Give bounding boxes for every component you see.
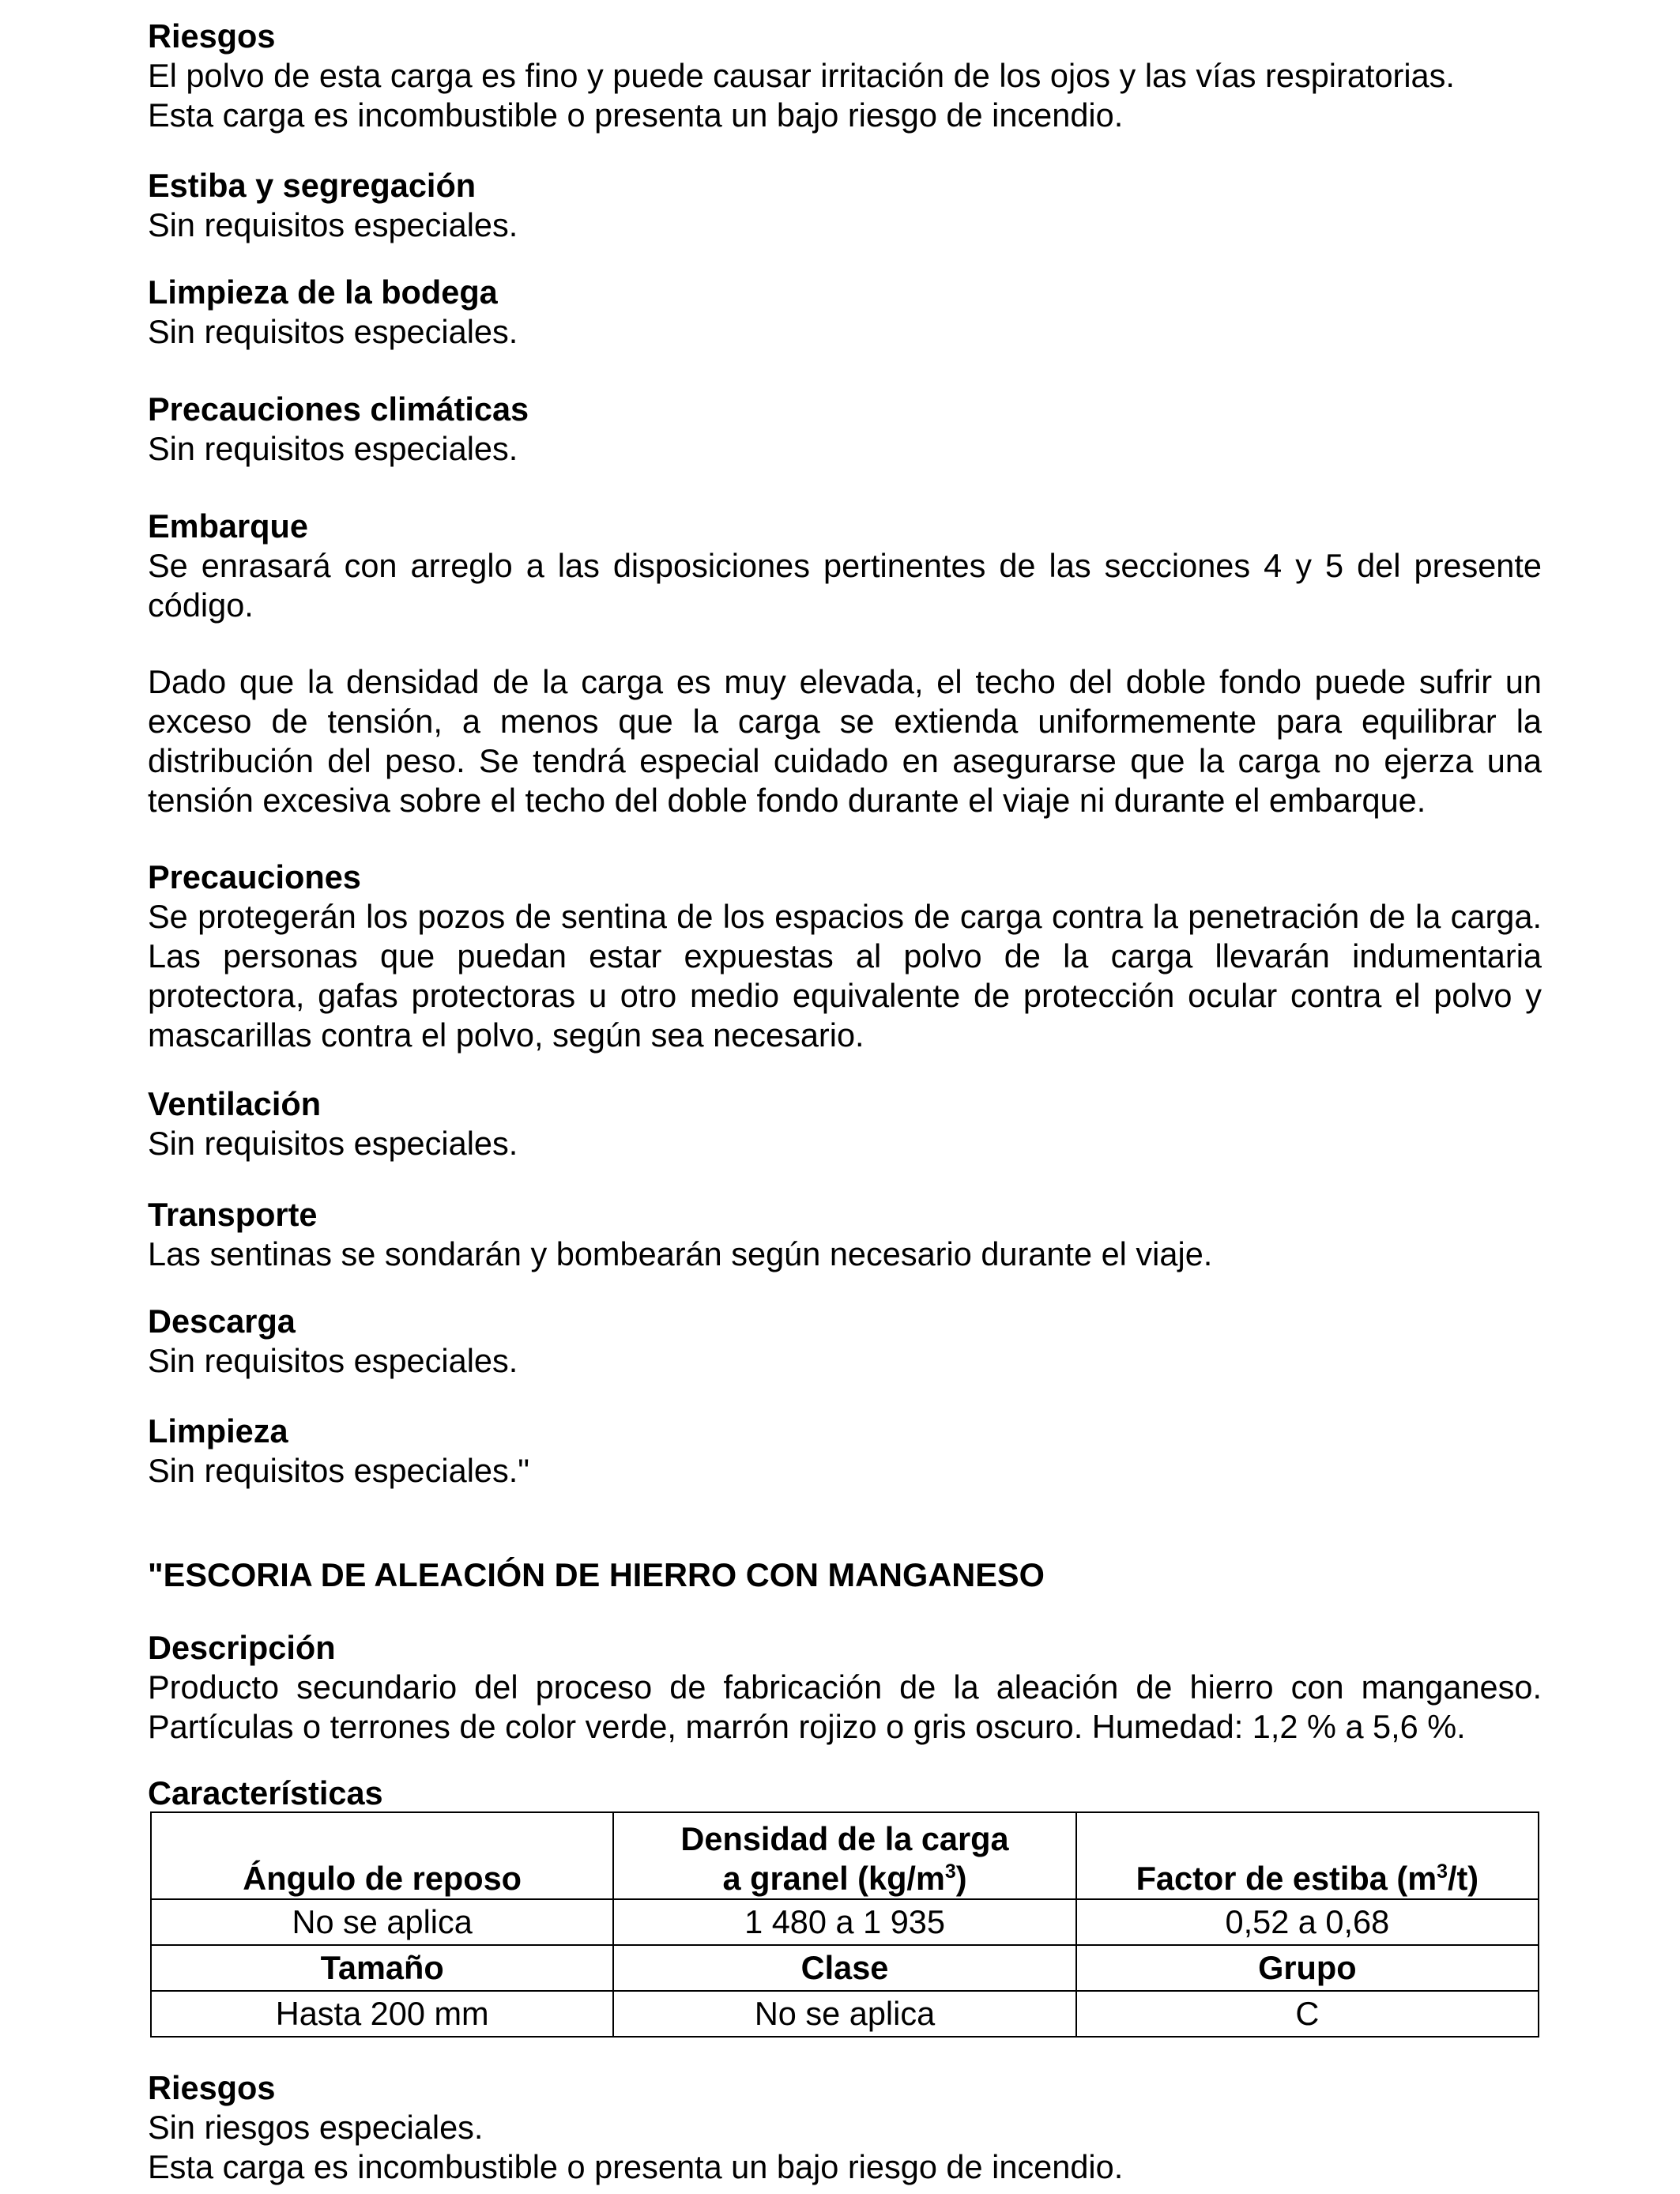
header-angulo-reposo: Ángulo de reposo <box>151 1812 613 1899</box>
characteristics-table <box>150 1811 1539 2038</box>
header-clase: Clase <box>613 1945 1075 1991</box>
section-heading: Riesgos <box>148 17 276 55</box>
section-heading: Descarga <box>148 1302 296 1340</box>
section-heading: Estiba y segregación <box>148 167 477 204</box>
table-cell: C <box>1076 1991 1539 2037</box>
cargo-title: "ESCORIA DE ALEACIÓN DE HIERRO CON MANGANESO <box>148 1556 1045 1593</box>
section-ventilacion <box>148 1084 1542 1163</box>
section-caracteristicas <box>148 1774 1542 1813</box>
section-descarga <box>148 1302 1542 1381</box>
section-descripcion <box>148 1628 1542 1747</box>
section-heading: Limpieza <box>148 1412 288 1449</box>
table-row <box>151 1899 1539 1945</box>
section-heading: Limpieza de la bodega <box>148 273 498 311</box>
section-text: El polvo de esta carga es fino y puede causar irritación de los ojos y las vías respiratorias. <box>148 57 1455 94</box>
section-precauciones-climaticas <box>148 390 1542 469</box>
section-riesgos-escoria <box>148 2068 1542 2187</box>
section-text: Dado que la densidad de la carga es muy elevada, el techo del doble fondo puede sufrir un exceso de tensión, a menos que la carga se extienda uniformemente para equilibrar la distribución del peso. Se tendrá especial cuidado en asegurarse que la carga no ejerza una tensión excesiva sobre el techo del doble fondo durante el viaje ni durante el embarque. <box>148 663 1542 819</box>
table-cell: Hasta 200 mm <box>151 1991 613 2037</box>
section-text: Producto secundario del proceso de fabricación de la aleación de hierro con manganeso. Partículas o terrones de color verde, marrón rojizo o gris oscuro. Humedad: 1,2 % a 5,6 %. <box>148 1668 1542 1745</box>
section-text: Se protegerán los pozos de sentina de los espacios de carga contra la penetración de la carga. Las personas que puedan estar expuestas al polvo de la carga llevarán indumentaria protectora, gafas protectoras u otro medio equivalente de protección ocular contra el polvo y mascarillas contra el polvo, según sea necesario. <box>148 898 1542 1054</box>
table-row <box>151 1991 1539 2037</box>
section-precauciones <box>148 858 1542 1055</box>
section-text: Sin requisitos especiales. <box>148 1125 518 1162</box>
section-heading: Transporte <box>148 1196 318 1233</box>
section-text: Las sentinas se sondarán y bombearán según necesario durante el viaje. <box>148 1235 1213 1272</box>
table-header-row <box>151 1812 1539 1899</box>
section-text: Sin requisitos especiales. <box>148 313 518 350</box>
section-text: Sin requisitos especiales. <box>148 1342 518 1379</box>
section-text: Se enrasará con arreglo a las disposiciones pertinentes de las secciones 4 y 5 del presente código. <box>148 547 1542 624</box>
header-densidad: Densidad de la carga a granel $(kg/m^3)$ <box>613 1812 1075 1899</box>
header-grupo: Grupo <box>1076 1945 1539 1991</box>
section-heading: Descripción <box>148 1629 336 1666</box>
cargo-title-block <box>148 1555 1542 1595</box>
section-heading: Embarque <box>148 507 308 545</box>
section-limpieza <box>148 1412 1542 1491</box>
section-riesgos <box>148 17 1542 135</box>
table-header-row <box>151 1945 1539 1991</box>
section-heading: Características <box>148 1774 383 1811</box>
section-text: Sin requisitos especiales." <box>148 1452 530 1489</box>
section-text: Esta carga es incombustible o presenta un bajo riesgo de incendio. <box>148 2148 1124 2185</box>
header-factor-estiba: Factor de estiba $(m^3/t)$ <box>1076 1812 1539 1899</box>
section-embarque <box>148 507 1542 625</box>
header-tamano: Tamaño <box>151 1945 613 1991</box>
section-text: Esta carga es incombustible o presenta un bajo riesgo de incendio. <box>148 96 1124 134</box>
section-text: Sin requisitos especiales. <box>148 206 518 243</box>
section-embarque-paragraph <box>148 662 1542 820</box>
section-estiba <box>148 166 1542 245</box>
section-heading: Riesgos <box>148 2069 276 2106</box>
table-cell: 1 480 a 1 935 <box>613 1899 1075 1945</box>
section-heading: Precauciones climáticas <box>148 390 529 428</box>
section-limpieza-bodega <box>148 273 1542 352</box>
section-heading: Ventilación <box>148 1085 322 1122</box>
section-text: Sin riesgos especiales. <box>148 2109 484 2146</box>
table-cell: No se aplica <box>613 1991 1075 2037</box>
table-cell: 0,52 a 0,68 <box>1076 1899 1539 1945</box>
section-transporte <box>148 1195 1542 1274</box>
table-cell: No se aplica <box>151 1899 613 1945</box>
section-text: Sin requisitos especiales. <box>148 430 518 467</box>
section-heading: Precauciones <box>148 858 361 895</box>
